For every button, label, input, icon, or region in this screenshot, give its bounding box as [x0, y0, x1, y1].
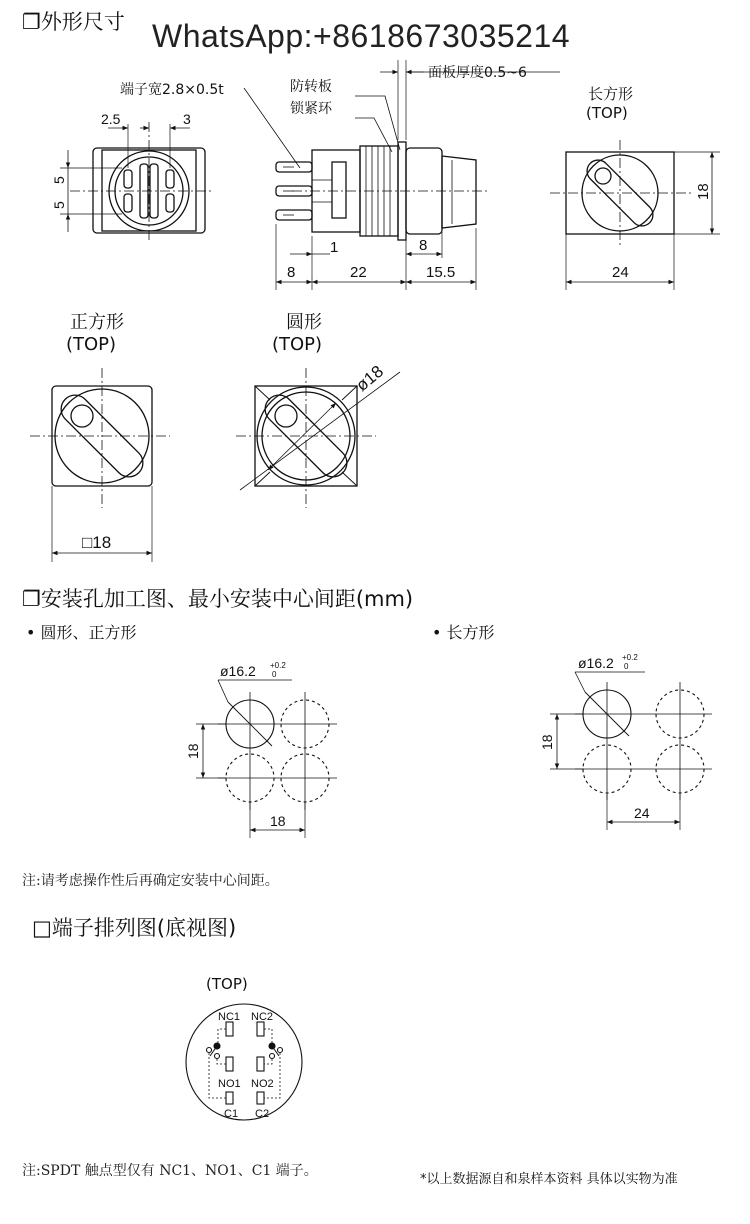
- holes-round-square: [196, 680, 337, 838]
- section3-title-text: 端子排列图(底视图): [51, 916, 237, 940]
- right-hole-dim-h: 24: [634, 805, 650, 821]
- left-hole-tol-up: +0.2: [270, 661, 286, 670]
- section-marker: ❐: [22, 587, 41, 611]
- left-hole-dim-h: 18: [270, 813, 286, 829]
- round-dim: ø18: [352, 361, 388, 396]
- rect-top-view: [550, 140, 720, 290]
- dim-v-top: 5: [51, 176, 67, 184]
- dim-22: 22: [350, 264, 367, 281]
- watermark: WhatsApp:+8618673035214: [152, 18, 571, 54]
- round-square-label: • 圆形、正方形: [26, 623, 137, 642]
- left-hole-tol-low: 0: [272, 670, 277, 679]
- section1-title-text: 外形尺寸: [40, 10, 125, 34]
- terminal-top-label: (TOP): [206, 975, 248, 993]
- terminal-no1: NO1: [218, 1078, 241, 1090]
- left-hole-dim-v: 18: [185, 743, 201, 759]
- terminal-diagram: [186, 1004, 302, 1120]
- right-hole-tol-low: 0: [624, 662, 629, 671]
- round-view-sub: (TOP): [272, 334, 323, 355]
- terminal-nc1: NC1: [218, 1011, 241, 1023]
- dim-pitch-right: 3: [183, 111, 191, 127]
- terminal-c1: C1: [224, 1108, 239, 1120]
- front-view: [60, 122, 214, 240]
- lock-ring-label: 锁紧环: [290, 101, 332, 117]
- terminal-nc2: NC2: [251, 1011, 274, 1023]
- square-dim: □18: [82, 533, 112, 552]
- dim-15-5: 15.5: [426, 264, 456, 281]
- rect-dim-h: 18: [695, 183, 712, 200]
- round-view-label: 圆形: [286, 312, 322, 333]
- anti-rotation-plate-label: 防转板: [290, 79, 332, 95]
- left-hole-dia: ø16.2: [220, 663, 256, 679]
- rect-view-sub: (TOP): [586, 104, 628, 122]
- right-hole-dim-v: 18: [539, 734, 555, 750]
- right-hole-tol-up: +0.2: [622, 653, 638, 662]
- dim-1: 1: [330, 239, 339, 256]
- terminal-no2: NO2: [251, 1078, 274, 1090]
- disclaimer: *以上数据源自和泉样本资料 具体以实物为准: [420, 1172, 678, 1187]
- spdt-note: 注:SPDT 触点型仅有 NC1、NO1、C1 端子。: [22, 1163, 318, 1179]
- section2-title-text: 安装孔加工图、最小安装中心间距(mm): [40, 587, 414, 611]
- holes-rectangle: [550, 672, 712, 830]
- terminal-width-label: 端子宽2.8×0.5t: [120, 82, 224, 98]
- rect-dim-w: 24: [612, 264, 629, 281]
- panel-thickness-label: 面板厚度0.5~6: [428, 65, 527, 81]
- right-hole-dia: ø16.2: [578, 655, 614, 671]
- side-view: [244, 60, 560, 290]
- rectangle-label: • 长方形: [432, 623, 495, 642]
- spacing-note: 注:请考虑操作性后再确定安装中心间距。: [22, 873, 279, 889]
- round-top-view: [236, 368, 400, 508]
- section-marker: □: [32, 916, 52, 940]
- rect-view-label: 长方形: [588, 85, 634, 103]
- terminal-c2: C2: [255, 1108, 270, 1120]
- section-marker: ❐: [22, 10, 41, 34]
- dim-8: 8: [287, 264, 296, 281]
- dim-v-bottom: 5: [51, 201, 67, 209]
- square-view-sub: (TOP): [66, 334, 117, 355]
- square-view-label: 正方形: [70, 312, 124, 333]
- dim-8-top: 8: [419, 237, 428, 254]
- dim-pitch-left: 2.5: [101, 111, 121, 127]
